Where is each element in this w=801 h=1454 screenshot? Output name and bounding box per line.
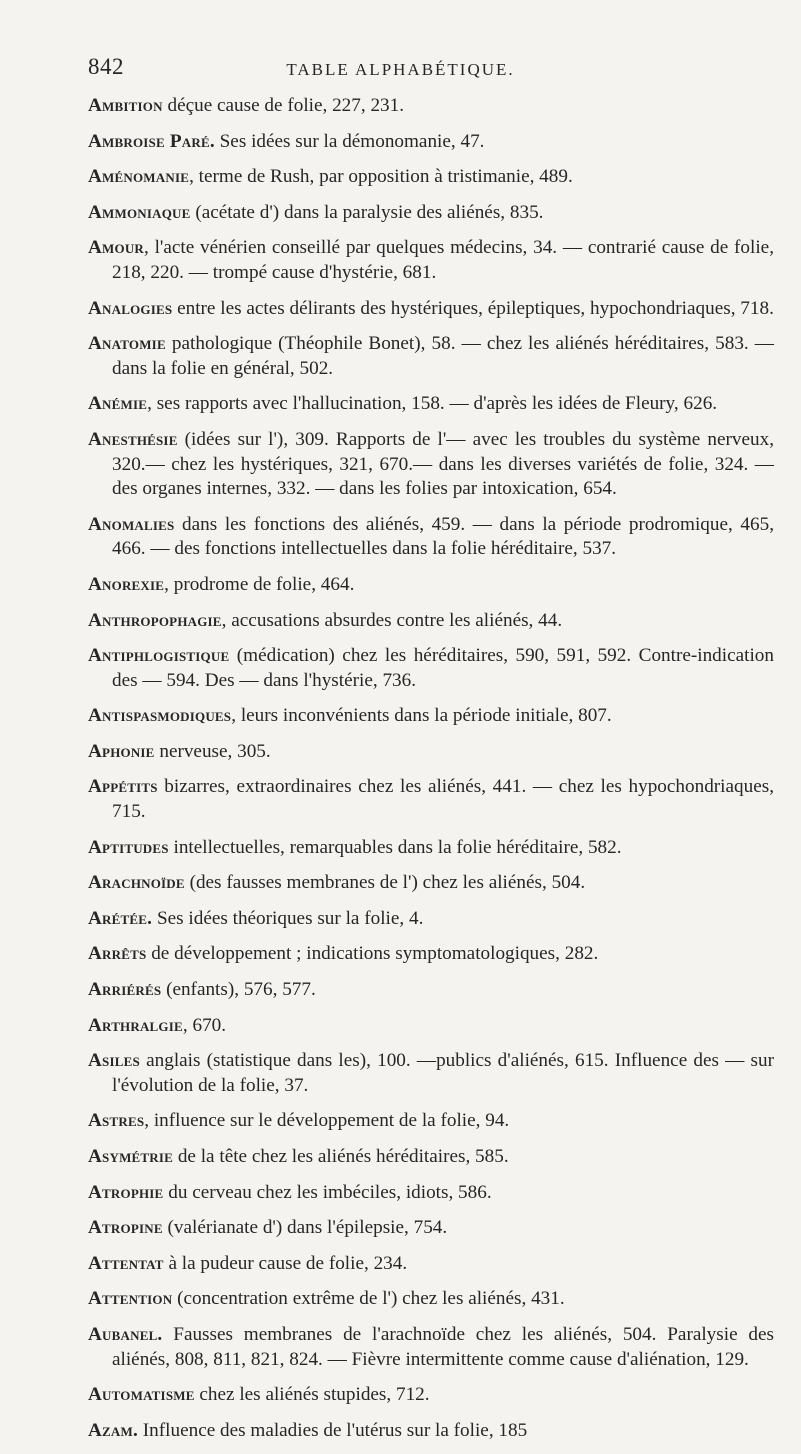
entry-headword: Astres [88, 1110, 145, 1132]
entry-headword: Anémie [88, 393, 148, 415]
index-entry [88, 1181, 774, 1206]
entry-headword: Aménomanie [88, 166, 190, 188]
index-entry [88, 1049, 774, 1098]
entry-headword: Appétits [88, 776, 158, 798]
entry-headword: Atropine [88, 1217, 163, 1239]
index-entry [88, 236, 774, 285]
entry-text: intellectuelles, remarquables dans la folie héréditaire, 582. [168, 836, 622, 858]
index-entry [88, 942, 774, 967]
index-entry [88, 704, 774, 729]
entry-text: (médication) chez les héréditaires, 590, 591, 592. Contre-indication des — 594. Des — dans l'hystérie, 736. [112, 645, 774, 691]
entry-headword: Antiphlogistique [88, 645, 230, 667]
entry-headword: Aptitudes [88, 836, 169, 858]
entry-text: à la pudeur cause de folie, 234. [163, 1252, 408, 1274]
index-entry [88, 297, 774, 322]
index-entry [88, 740, 774, 765]
running-title: TABLE ALPHABÉTIQUE. [286, 60, 515, 79]
entry-headword: Ambroise Paré. [88, 130, 215, 152]
entry-text: , accusations absurdes contre les aliénés, 44. [221, 609, 563, 631]
index-entry [88, 609, 774, 634]
entry-text: , terme de Rush, par opposition à tristimanie, 489. [189, 166, 573, 188]
entry-headword: Arétée. [88, 907, 153, 929]
entry-text: , influence sur le développement de la folie, 94. [144, 1110, 510, 1132]
index-entry [88, 1419, 774, 1444]
entry-text: Ses idées sur la démonomanie, 47. [214, 130, 485, 152]
entry-text: chez les aliénés stupides, 712. [194, 1384, 430, 1406]
entry-headword: Asiles [88, 1050, 140, 1072]
index-entry [88, 644, 774, 693]
index-entry [88, 1383, 774, 1408]
index-entry [88, 130, 774, 155]
index-entry [88, 978, 774, 1003]
entry-text: (des fausses membranes de l') chez les aliénés, 504. [184, 872, 586, 894]
entry-headword: Ambition [88, 95, 163, 116]
entry-text: (valérianate d') dans l'épilepsie, 754. [162, 1217, 448, 1239]
entry-headword: Attentat [88, 1252, 164, 1274]
entry-headword: Arthralgie [88, 1014, 183, 1036]
entry-text: de la tête chez les aliénés héréditaires, 585. [173, 1146, 509, 1167]
index-entry [88, 94, 774, 119]
entry-headword: Ammoniaque [88, 201, 191, 223]
entry-text: (enfants), 576, 577. [161, 979, 316, 1001]
index-entry [88, 332, 774, 381]
entry-text: (concentration extrême de l') chez les aliénés, 431. [172, 1288, 565, 1310]
entry-headword: Aubanel. [88, 1323, 163, 1345]
index-entry [88, 836, 774, 861]
entry-text: bizarres, extraordinaires chez les aliénés, 441. — chez les hypochondriaques, 715. [112, 776, 774, 823]
entry-headword: Arrêts [88, 943, 147, 965]
entry-text: , leurs inconvénients dans la période initiale, 807. [231, 705, 612, 727]
entry-headword: Arachnoïde [88, 872, 185, 894]
page-number: 842 [88, 54, 124, 79]
index-entry [88, 573, 774, 598]
entry-text: de développement ; indications symptomatologiques, 282. [146, 943, 599, 965]
index-entry [88, 513, 774, 562]
index-entry [88, 1145, 774, 1170]
entry-text: nerveuse, 305. [154, 740, 271, 762]
index-entry [88, 392, 774, 417]
index-entry [88, 775, 774, 824]
index-entry [88, 165, 774, 190]
index-entries [88, 94, 774, 1454]
index-entry [88, 428, 774, 502]
entry-headword: Arriérés [88, 979, 162, 1001]
index-entry [88, 871, 774, 896]
index-entry [88, 1216, 774, 1241]
entry-text: (idées sur l'), 309. Rapports de l'— avec les troubles du système nerveux, 320.— chez les hystériques, 321, 670.— dans les diverses variétés de folie, 324. — des organes internes, 332. — dans les folies par intoxication, 654. [112, 428, 774, 500]
entry-headword: Anomalies [88, 513, 175, 535]
entry-headword: Atrophie [88, 1181, 164, 1203]
entry-text: , 670. [182, 1014, 227, 1036]
entry-headword: Anorexie [88, 573, 165, 595]
entry-headword: Analogies [88, 297, 173, 319]
index-entry [88, 201, 774, 226]
entry-text: , ses rapports avec l'hallucination, 158. — d'après les idées de Fleury, 626. [147, 393, 718, 415]
entry-headword: Aphonie [88, 740, 155, 762]
entry-text: , prodrome de folie, 464. [164, 573, 355, 595]
entry-text: du cerveau chez les imbéciles, idiots, 586. [163, 1181, 492, 1203]
entry-text: pathologique (Théophile Bonet), 58. — chez les aliénés héréditaires, 583. — dans la folie en général, 502. [112, 333, 774, 379]
entry-text: Ses idées théoriques sur la folie, 4. [152, 907, 424, 929]
entry-headword: Anthropophagie [88, 609, 222, 631]
index-entry [88, 1287, 774, 1312]
entry-headword: Automatisme [88, 1384, 195, 1406]
entry-text: Influence des maladies de l'utérus sur la folie, 185 [137, 1419, 528, 1441]
index-entry [88, 1252, 774, 1277]
entry-text: (acétate d') dans la paralysie des aliénés, 835. [190, 201, 544, 223]
entry-text: , l'acte vénérien conseillé par quelques médecins, 34. — contrarié cause de folie, 218, 220. — trompé cause d'hystérie, 681. [112, 237, 774, 283]
entry-headword: Asymétrie [88, 1146, 174, 1167]
index-entry [88, 1323, 774, 1372]
entry-headword: Amour [88, 237, 145, 259]
entry-text: Fausses membranes de l'arachnoïde chez les aliénés, 504. Paralysie des aliénés, 808, 811, 821, 824. — Fièvre intermittente comme cause d'aliénation, 129. [112, 1323, 774, 1370]
entry-headword: Anatomie [88, 333, 166, 355]
index-entry [88, 907, 774, 932]
entry-headword: Attention [88, 1288, 173, 1310]
entry-headword: Anesthésie [88, 428, 178, 450]
entry-text: entre les actes délirants des hystériques, épileptiques, hypochondriaques, 718. [172, 297, 774, 319]
index-entry [88, 1014, 774, 1039]
entry-headword: Azam. [88, 1419, 138, 1441]
index-entry [88, 1109, 774, 1134]
entry-text: anglais (statistique dans les), 100. —publics d'aliénés, 615. Influence des — sur l'évolution de la folie, 37. [112, 1050, 774, 1096]
entry-headword: Antispasmodiques [88, 705, 232, 727]
entry-text: déçue cause de folie, 227, 231. [162, 95, 405, 116]
entry-text: dans les fonctions des aliénés, 459. — dans la période prodromique, 465, 466. — des fonctions intellectuelles dans la folie héréditaire, 537. [112, 513, 774, 560]
